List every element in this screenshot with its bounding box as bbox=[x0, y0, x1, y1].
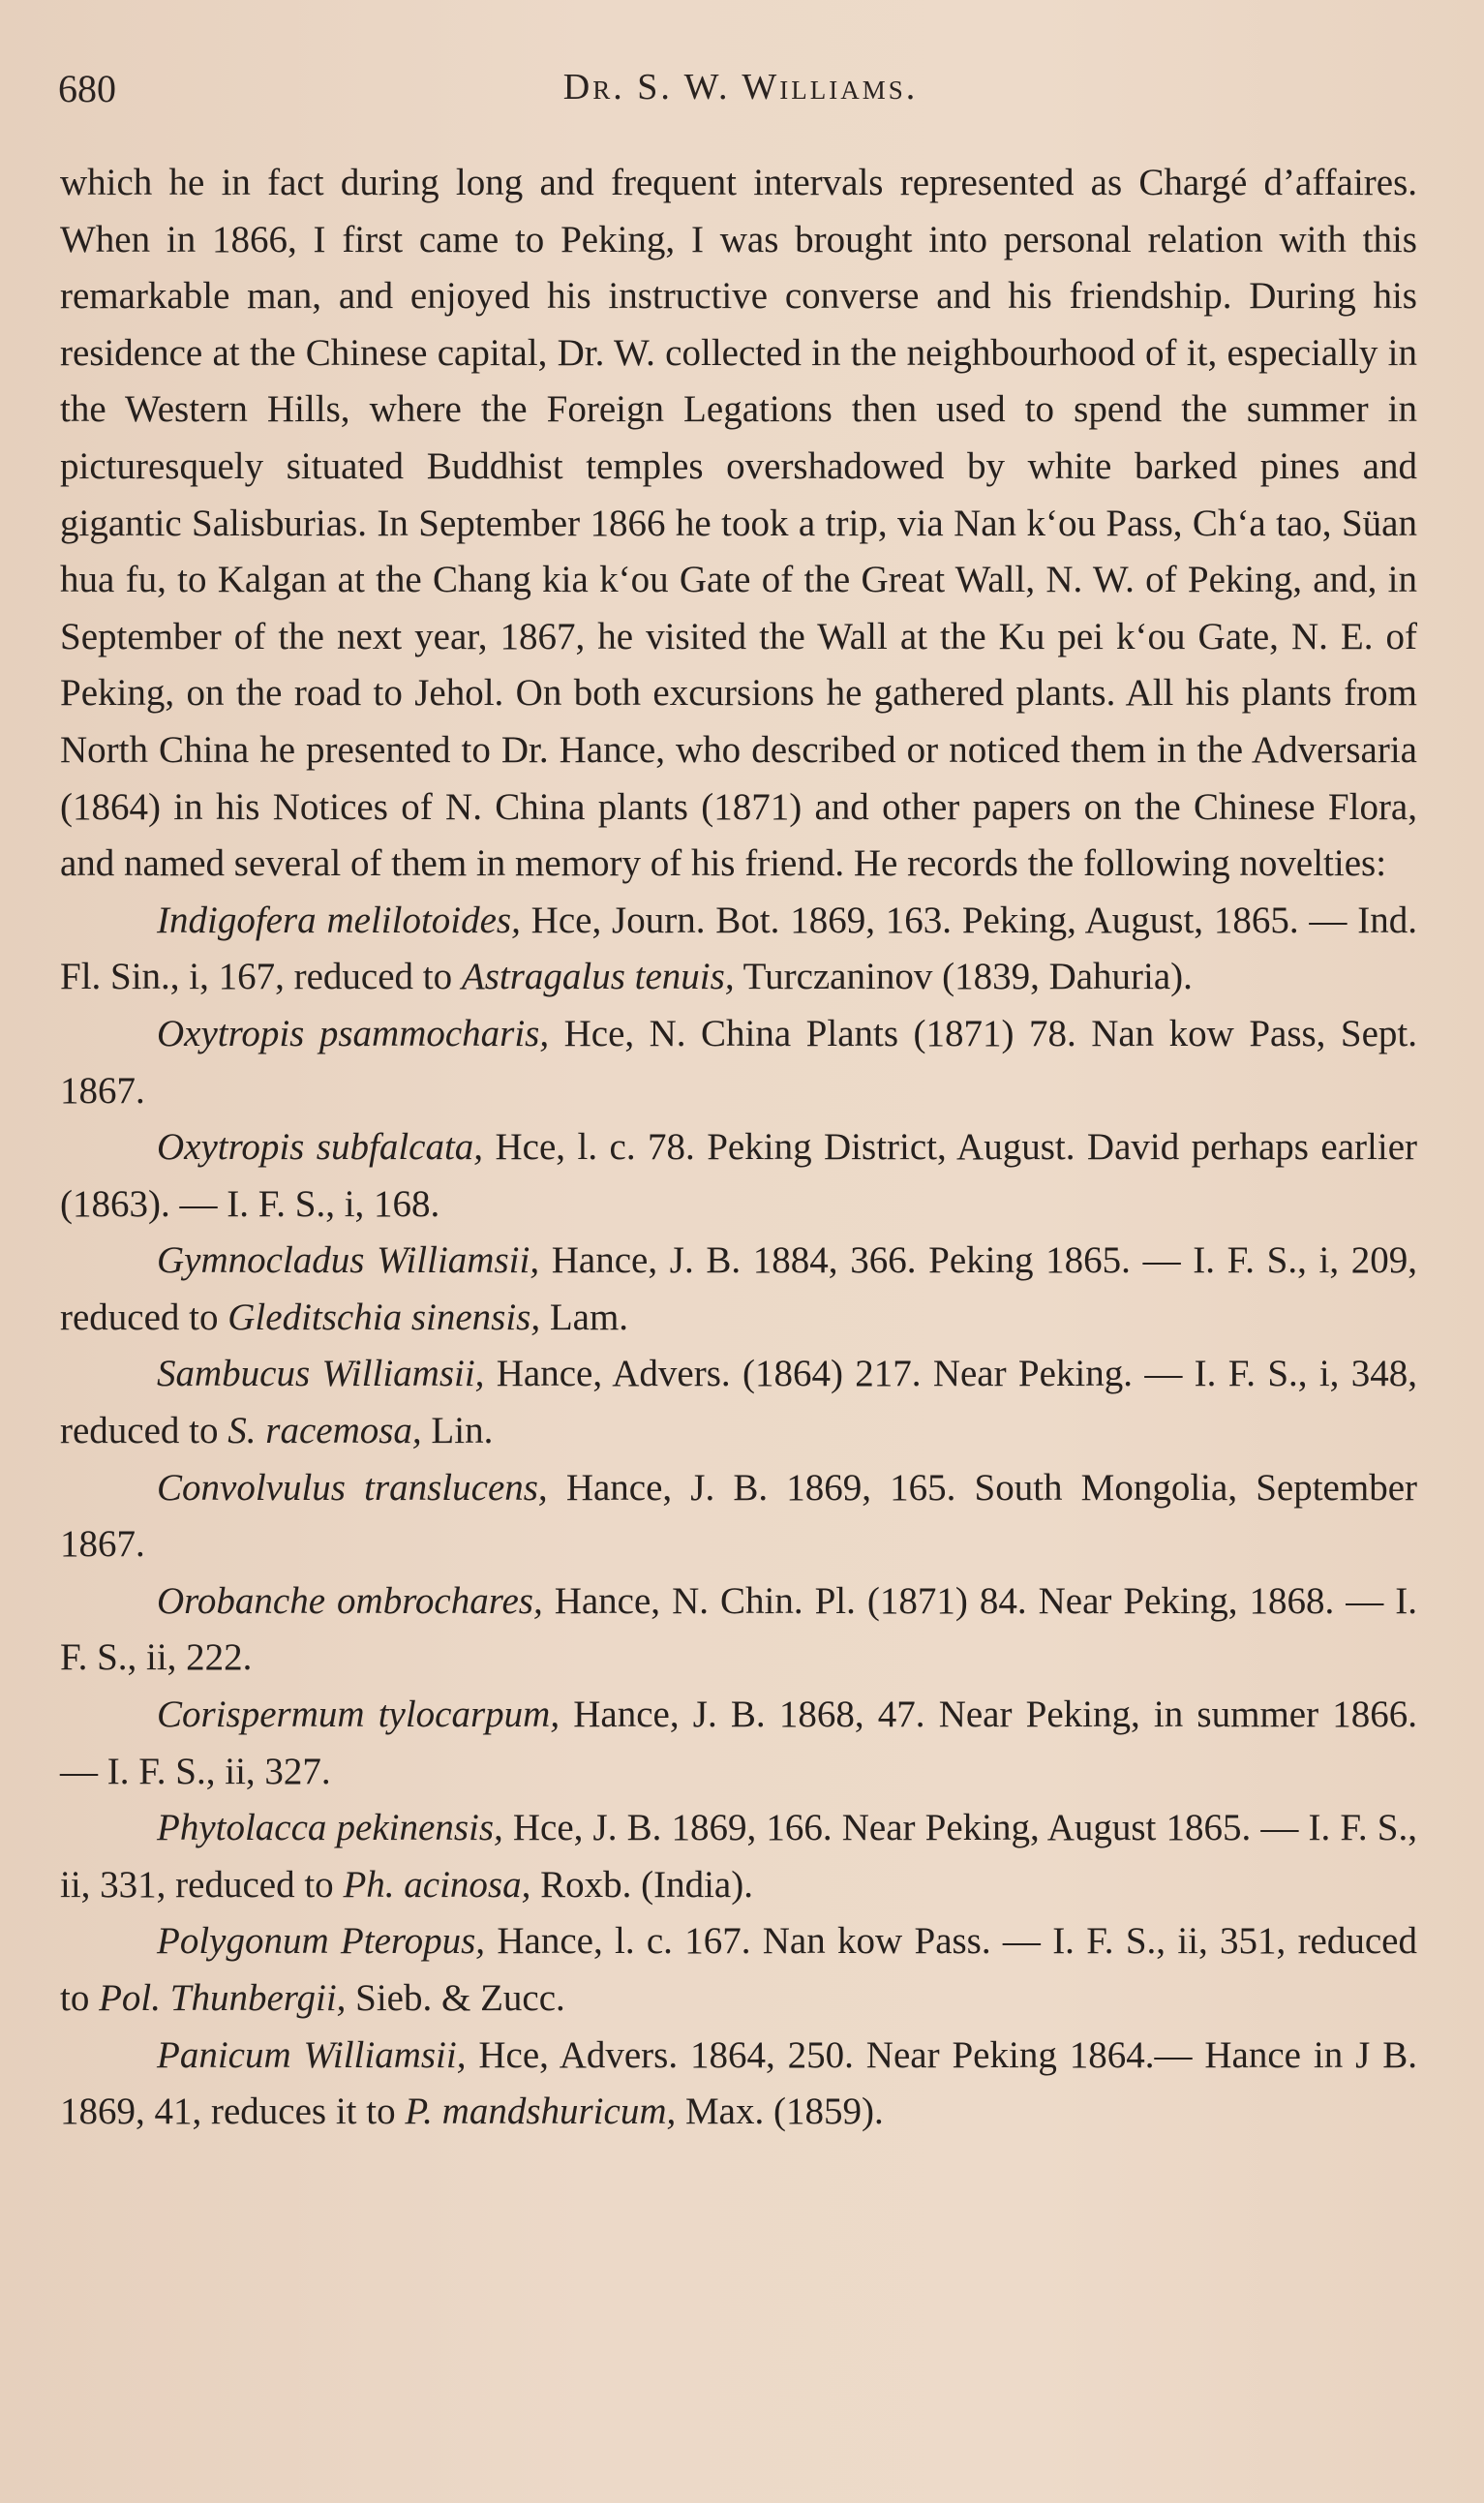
species-citation: Hance, l. c. 167. Nan kow Pass. — I. F. S., ii, 351, reduced to bbox=[60, 1920, 1417, 2019]
species-citation: Hce, Advers. 1864, 250. Near Peking 1864.— Hance in J B. 1869, 41, reduces it to bbox=[60, 2033, 1417, 2133]
species-name: Oxytropis psammocharis, bbox=[157, 1012, 550, 1054]
species-name: Corispermum tylocarpum, bbox=[157, 1694, 560, 1736]
species-entry bbox=[60, 1460, 1417, 1573]
species-citation: Hce, J. B. 1869, 166. Near Peking, August 1865. — I. F. S., ii, 331, reduced to bbox=[60, 1807, 1417, 1906]
intro-paragraph: which he in fact during long and frequent intervals represented as Chargé d’affaires. When in 1866, I first came to Peking, I was brought into personal relation with this remarkable man, and enjoyed his instructive converse and his friendship. During his residence at the Chinese capital, Dr. W. collected in the neighbourhood of it, especially in the Western Hills, where the Foreign Legations then used to spend the summer in picturesquely situated Buddhist temples overshadowed by white barked pines and gigantic Salisburias. In September 1866 he took a trip, via Nan kʻou Pass, Chʻa tao, Süan hua fu, to Kalgan at the Chang kia kʻou Gate of the Great Wall, N. W. of Peking, and, in September of the next year, 1867, he visited the Wall at the Ku pei kʻou Gate, N. E. of Peking, on the road to Jehol. On both excursions he gathered plants. All his plants from North China he presented to Dr. Hance, who described or noticed them in the Adversaria (1864) in his Notices of N. China plants (1871) and other papers on the Chinese Flora, and named several of them in memory of his friend. He records the following novelties: bbox=[60, 162, 1417, 885]
synonym-citation: Max. (1859). bbox=[676, 2091, 884, 2133]
species-name: Orobanche ombrochares, bbox=[157, 1579, 543, 1622]
species-name: Polygonum Pteropus, bbox=[157, 1920, 486, 1963]
species-name: Convolvulus translucens, bbox=[157, 1466, 548, 1509]
species-citation: Hance, J. B. 1884, 366. Peking 1865. — I. F. S., i, 209, reduced to bbox=[60, 1239, 1417, 1338]
running-head: Dr. S. W. Williams. bbox=[562, 67, 919, 107]
body-text bbox=[60, 155, 1417, 2141]
species-name: Sambucus Williamsii, bbox=[157, 1353, 485, 1395]
species-entry bbox=[60, 893, 1417, 1006]
species-citation: Hance, Advers. (1864) 217. Near Peking. — I. F. S., i, 348, reduced to bbox=[60, 1353, 1418, 1452]
species-entry bbox=[60, 1800, 1417, 1913]
species-name: Gymnocladus Williamsii, bbox=[157, 1239, 540, 1282]
species-entry bbox=[60, 1687, 1417, 1800]
page-header bbox=[58, 66, 1423, 114]
page-number: 680 bbox=[58, 67, 116, 110]
synonym-name: S. racemosa, bbox=[227, 1410, 422, 1452]
species-entry bbox=[60, 1913, 1417, 2027]
species-citation: Hce, N. China Plants (1871) 78. Nan kow Pass, Sept. 1867. bbox=[60, 1012, 1417, 1112]
species-name: Indigofera melilotoides, bbox=[157, 899, 521, 941]
species-citation: Hce, l. c. 78. Peking District, August. David perhaps earlier (1863). — I. F. S., i, 168. bbox=[60, 1126, 1417, 1225]
synonym-name: P. mandshuricum, bbox=[405, 2091, 677, 2133]
synonym-name: Astragalus tenuis, bbox=[461, 956, 735, 998]
synonym-citation: Sieb. & Zucc. bbox=[346, 1977, 565, 2019]
species-entry bbox=[60, 1006, 1417, 1119]
species-entry bbox=[60, 1119, 1417, 1233]
species-entry bbox=[60, 2028, 1417, 2141]
species-entry bbox=[60, 1573, 1417, 1687]
species-citation: Hance, J. B. 1868, 47. Near Peking, in summer 1866. — I. F. S., ii, 327. bbox=[60, 1694, 1418, 1792]
synonym-citation: Lin. bbox=[421, 1410, 494, 1452]
species-entry bbox=[60, 1346, 1417, 1459]
species-name: Oxytropis subfalcata, bbox=[157, 1126, 484, 1169]
species-citation: Hce, Journ. Bot. 1869, 163. Peking, August, 1865. — Ind. Fl. Sin., i, 167, reduced to bbox=[60, 899, 1417, 998]
synonym-name: Ph. acinosa, bbox=[343, 1863, 531, 1906]
synonym-citation: Roxb. (India). bbox=[530, 1863, 753, 1906]
species-entry bbox=[60, 1233, 1417, 1346]
synonym-name: Gleditschia sinensis, bbox=[227, 1296, 541, 1338]
species-name: Phytolacca pekinensis, bbox=[157, 1807, 503, 1849]
synonym-name: Pol. Thunbergii, bbox=[99, 1977, 347, 2019]
species-name: Panicum Williamsii, bbox=[157, 2033, 467, 2076]
species-citation: Hance, N. Chin. Pl. (1871) 84. Near Peking, 1868. — I. F. S., ii, 222. bbox=[60, 1579, 1418, 1679]
species-citation: Hance, J. B. 1869, 165. South Mongolia, September 1867. bbox=[60, 1466, 1417, 1566]
synonym-citation: Lam. bbox=[540, 1296, 629, 1338]
synonym-citation: Turczaninov (1839, Dahuria). bbox=[734, 956, 1193, 998]
